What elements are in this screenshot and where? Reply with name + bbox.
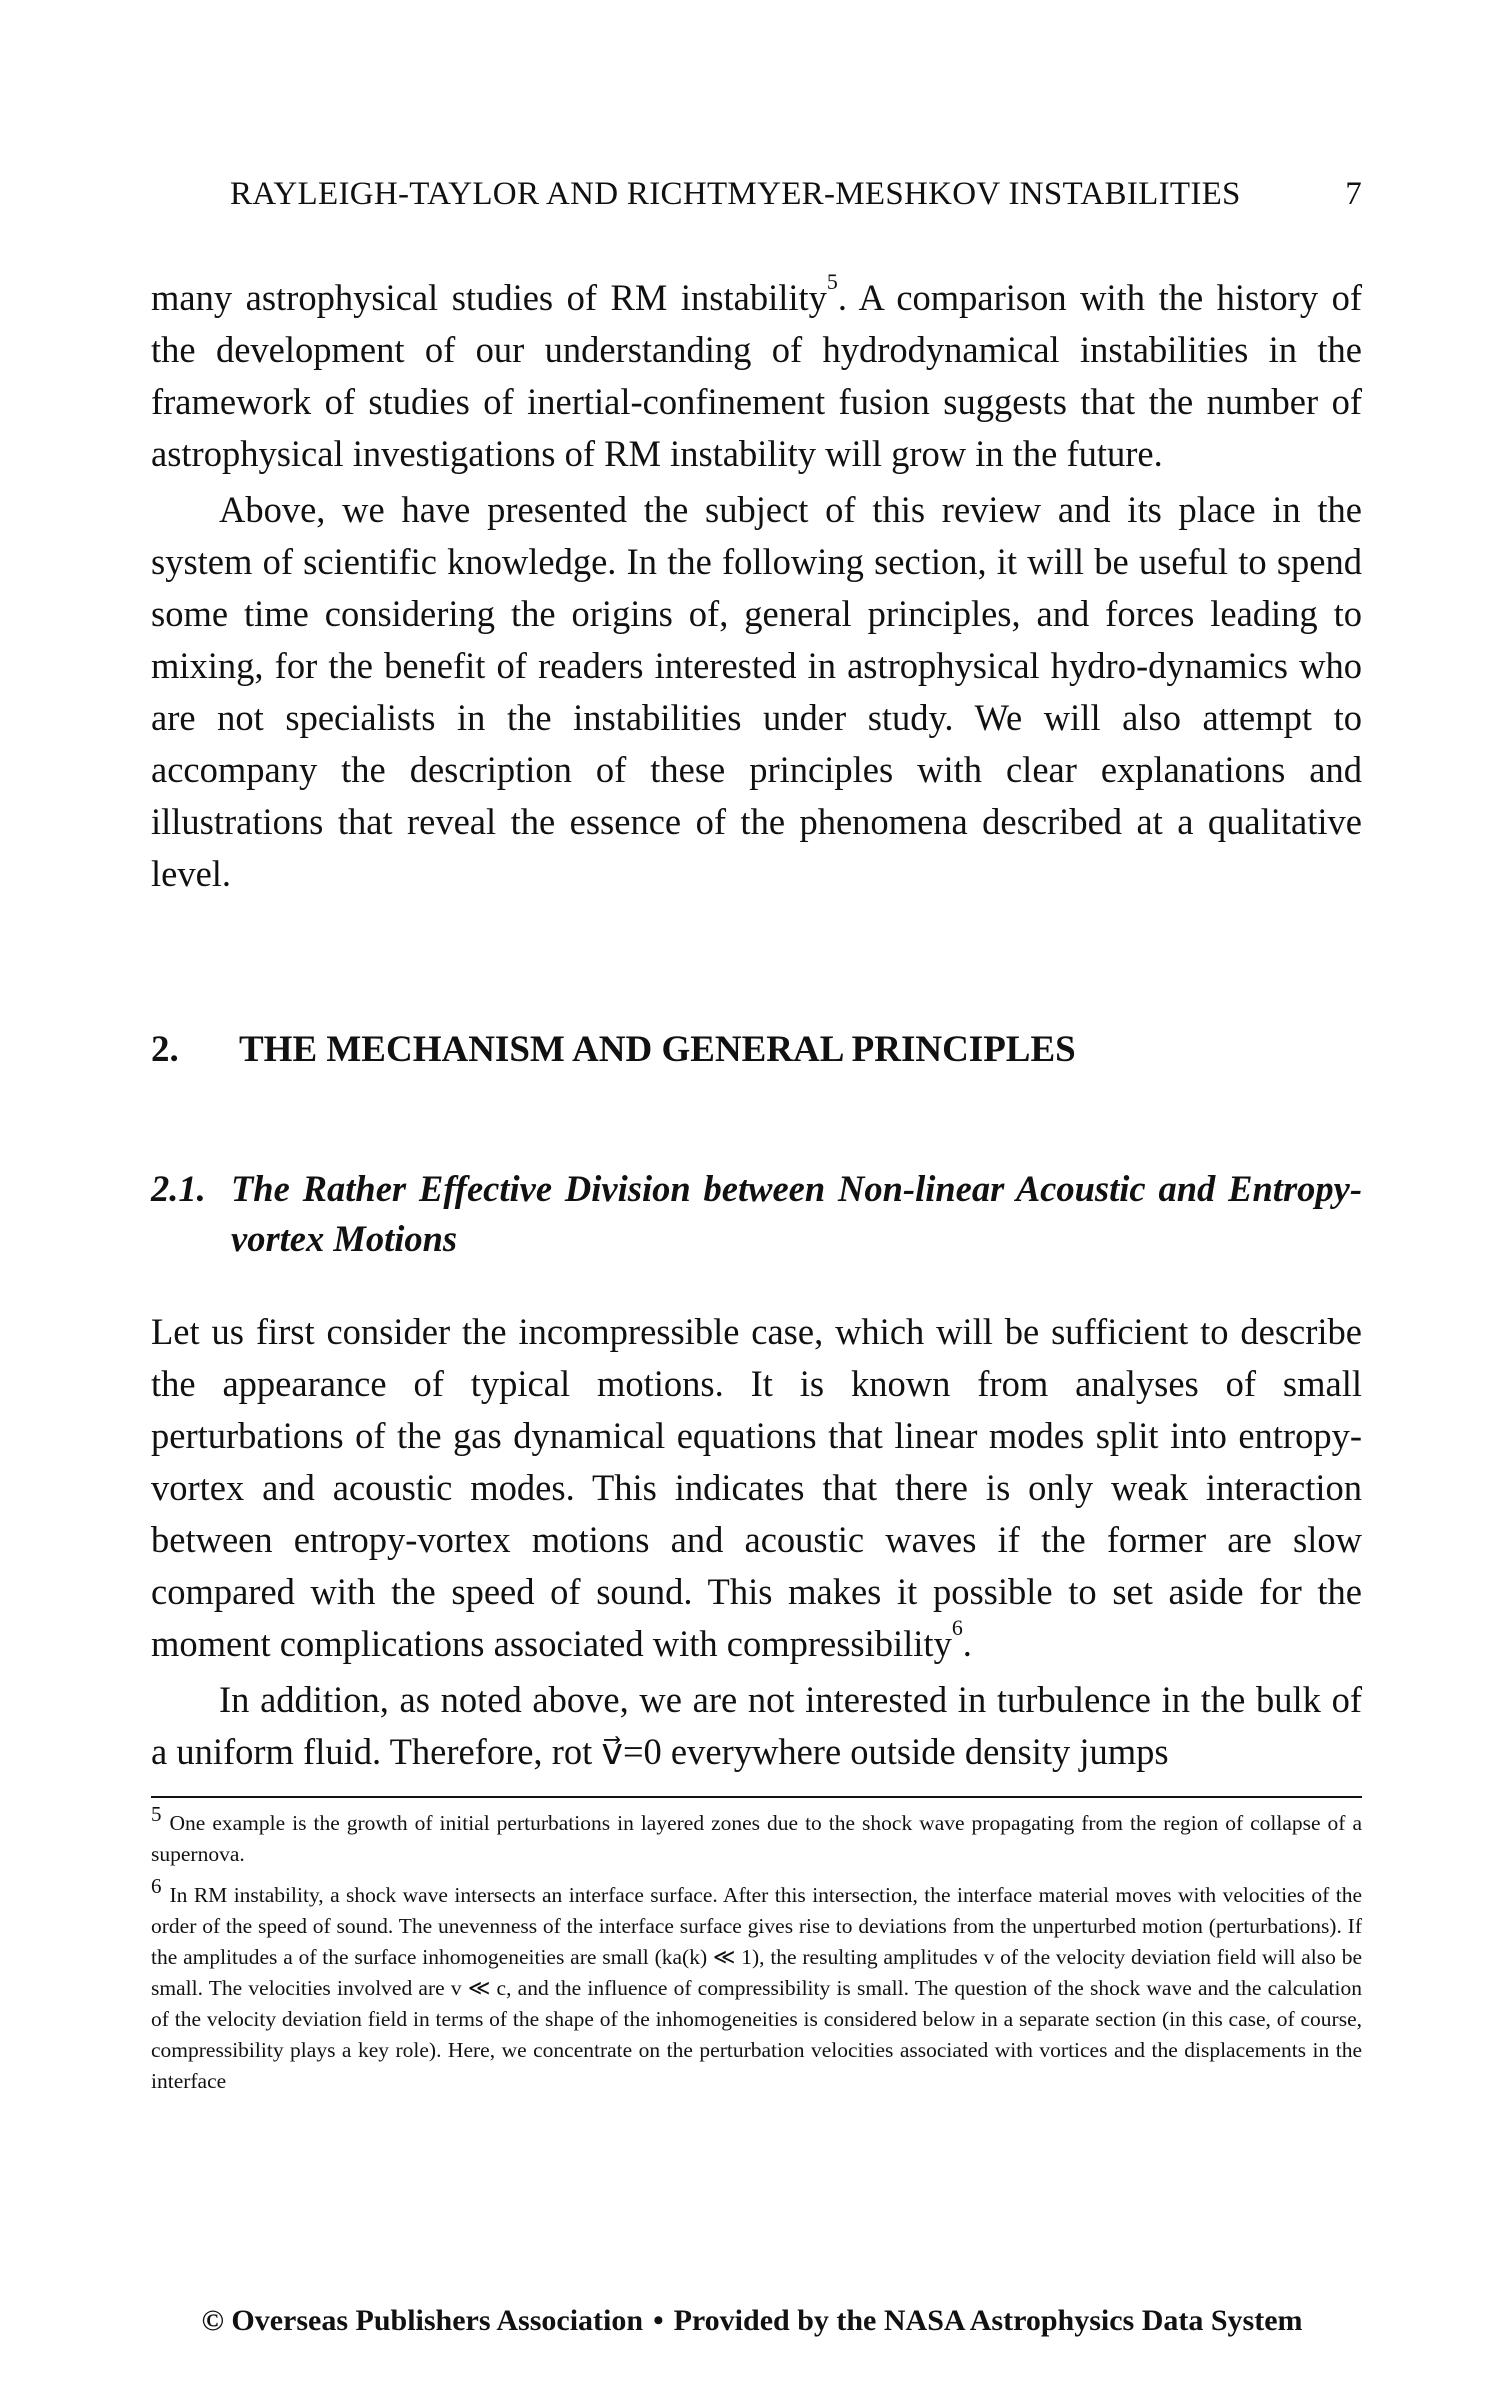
paragraph-text: Let us first consider the incompressible case, which will be sufficient to describe the appearance of typical motions. It is known from analyses of small perturbations of the gas dynamical equations that linear modes split into entropy-vortex and acoustic modes. This indicates that there is only weak interaction between entropy-vortex motions and acoustic waves if the former are slow compared with the speed of sound. This makes it possible to set aside for the moment complications associated with compressibility — [151, 1311, 1362, 1664]
paragraph: Above, we have presented the subject of this review and its place in the system of scientific knowledge. In the following section, it will be useful to spend some time considering the origins of, general principles, and forces leading to mixing, for the benefit of readers interested in astrophysical hydro-dynamics who are not specialists in the instabilities under study. We will also attempt to accompany the description of these principles with clear explanations and illustrations that reveal the essence of the phenomena described at a qualitative level. — [151, 489, 1362, 894]
source-footer — [0, 2304, 1504, 2338]
provider-credit: Provided by the NASA Astrophysics Data System — [673, 2304, 1303, 2337]
running-head-title: RAYLEIGH-TAYLOR AND RICHTMYER-MESHKOV INSTABILITIES — [230, 176, 1241, 212]
paragraph-text: many astrophysical studies of RM instability — [151, 277, 827, 318]
subsection-title: The Rather Effective Division between Non-linear Acoustic and Entropy-vortex Motions — [231, 1168, 1362, 1259]
inline-math: rot v⃗=0 — [551, 1731, 662, 1772]
footnote-reference: 6 — [951, 1615, 963, 1641]
footnote — [151, 1801, 1362, 1870]
section-number: 2. — [151, 1029, 179, 1070]
footnote-divider — [151, 1796, 1362, 1798]
footnote-mark: 6 — [151, 1873, 162, 1898]
footnote-text: One example is the growth of initial perturbations in layered zones due to the shock wave propagating from the region of collapse of a supernova. — [151, 1811, 1362, 1866]
subsection-heading — [151, 1164, 1362, 1264]
section-heading — [151, 1028, 1362, 1071]
footnotes — [151, 1801, 1362, 2107]
publisher-credit: © Overseas Publishers Association — [201, 2304, 644, 2337]
paragraph-text: In addition, as noted above, we are not interested in turbulence in the bulk of a uniform fluid. Therefore, — [151, 1679, 1362, 1772]
paragraph-text: . — [962, 1623, 972, 1664]
section-title: THE MECHANISM AND GENERAL PRINCIPLES — [239, 1029, 1076, 1070]
footnote — [151, 1873, 1362, 2097]
paragraph — [151, 1306, 1362, 1670]
bullet-separator: • — [653, 2304, 664, 2337]
paragraph-text: . A comparison with the history of the development of our understanding of hydrodynamical instabilities in the framework of studies of inertial-confinement fusion suggests that the number of astrophysical investigations of RM instability will grow in the future. — [151, 277, 1362, 474]
page-number: 7 — [1345, 176, 1362, 212]
subsection-number: 2.1. — [151, 1168, 206, 1209]
footnote-text: In RM instability, a shock wave intersects an interface surface. After this intersection, the interface material moves with velocities of the order of the speed of sound. The unevenness of the interface surface gives rise to deviations from the unperturbed motion (perturbations). If the amplitudes a of the surface inhomogeneities are small (ka(k) ≪ 1), the resulting amplitudes v of the velocity deviation field will also be small. The velocities involved are v ≪ c, and the influence of compressibility is small. The question of the shock wave and the calculation of the velocity deviation field in terms of the shape of the inhomogeneities is considered below in a separate section (in this case, of course, compressibility plays a key role). Here, we concentrate on the perturbation velocities associated with vortices and the displacements in the interface — [151, 1883, 1362, 2093]
paragraph-continued — [151, 269, 1362, 480]
paragraph — [151, 1674, 1362, 1778]
paragraph-text: everywhere outside density jumps — [661, 1731, 1169, 1772]
footnote-reference: 5 — [826, 269, 838, 295]
footnote-mark: 5 — [151, 1801, 162, 1826]
